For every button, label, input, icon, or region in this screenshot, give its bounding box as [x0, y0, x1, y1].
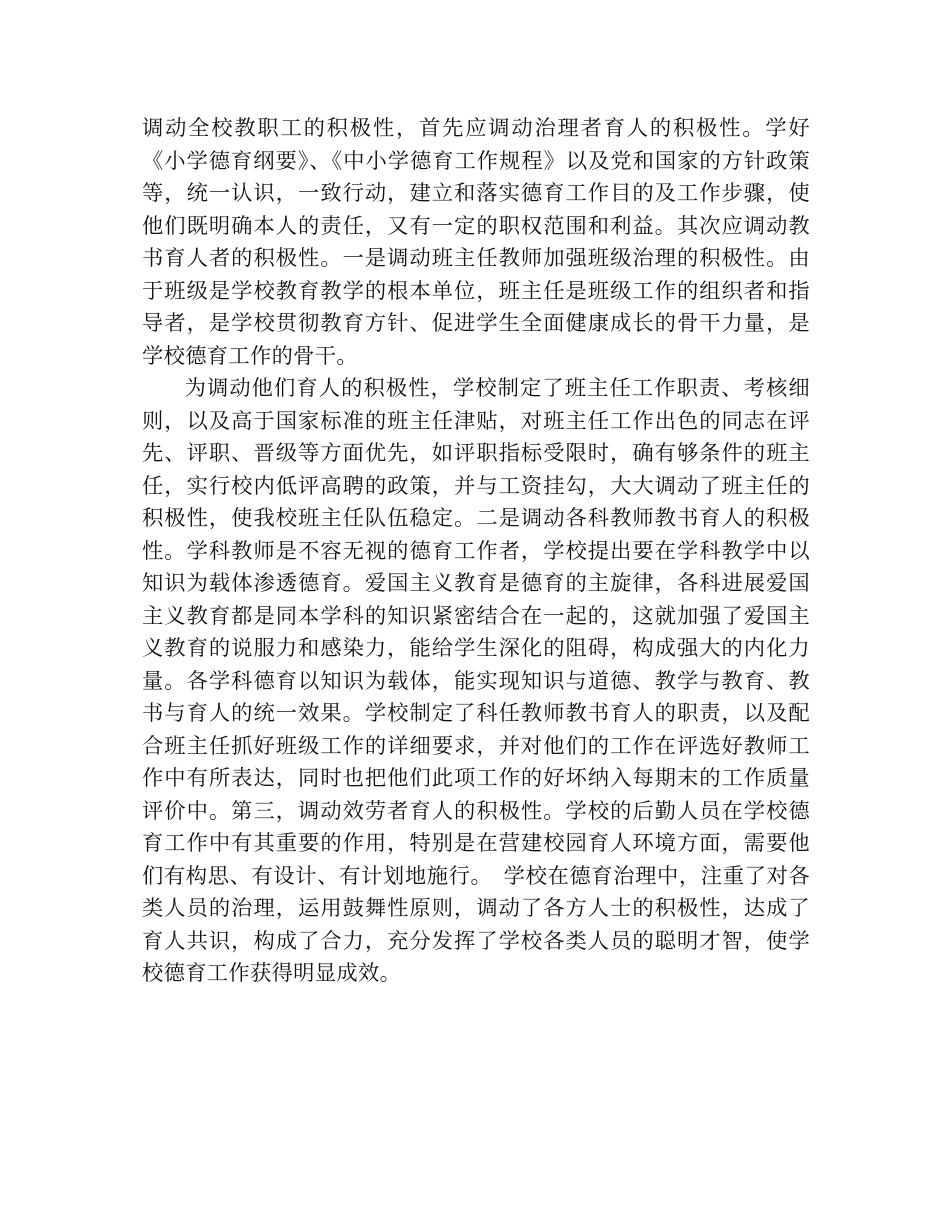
paragraph-1: 调动全校教职工的积极性，首先应调动治理者育人的积极性。学好《小学德育纲要》、《中小学德育工作规程》以及党和国家的方针政策等，统一认识，一致行动，建立和落实德育工作目的及工作步骤，使他们既明确本人的责任，又有一定的职权范围和利益。其次应调动教书育人者的积极性。一是调动班主任教师加强班级治理的积极性。由于班级是学校教育教学的根本单位，班主任是班级工作的组织者和指导者，是学校贯彻教育方针、促进学生全面健康成长的骨干力量，是学校德育工作的骨干。 [142, 116, 810, 369]
document-body [142, 113, 810, 991]
paragraph-2: 为调动他们育人的积极性，学校制定了班主任工作职责、考核细则，以及高于国家标准的班主任津贴，对班主任工作出色的同志在评先、评职、晋级等方面优先，如评职指标受限时，确有够条件的班主任，实行校内低评高聘的政策，并与工资挂勾，大大调动了班主任的积极性，使我校班主任队伍稳定。二是调动各科教师教书育人的积极性。学科教师是不容无视的德育工作者，学校提出要在学科教学中以知识为载体渗透德育。爱国主义教育是德育的主旋律，各科进展爱国主义教育都是同本学科的知识紧密结合在一起的，这就加强了爱国主义教育的说服力和感染力，能给学生深化的阻碍，构成强大的内化力量。各学科德育以知识为载体，能实现知识与道德、教学与教育、教书与育人的统一效果。学校制定了科任教师教书育人的职责，以及配合班主任抓好班级工作的详细要求，并对他们的工作在评选好教师工作中有所表达，同时也把他们此项工作的好坏纳入每期末的工作质量评价中。第三，调动效劳者育人的积极性。学校的后勤人员在学校德育工作中有其重要的作用，特别是在营建校园育人环境方面，需要他们有构思、有设计、有计划地施行。 学校在德育治理中，注重了对各类人员的治理，运用鼓舞性原则，调动了各方人士的积极性，达成了育人共识，构成了合力，充分发挥了学校各类人员的聪明才智，使学校德育工作获得明显成效。 [142, 376, 810, 986]
